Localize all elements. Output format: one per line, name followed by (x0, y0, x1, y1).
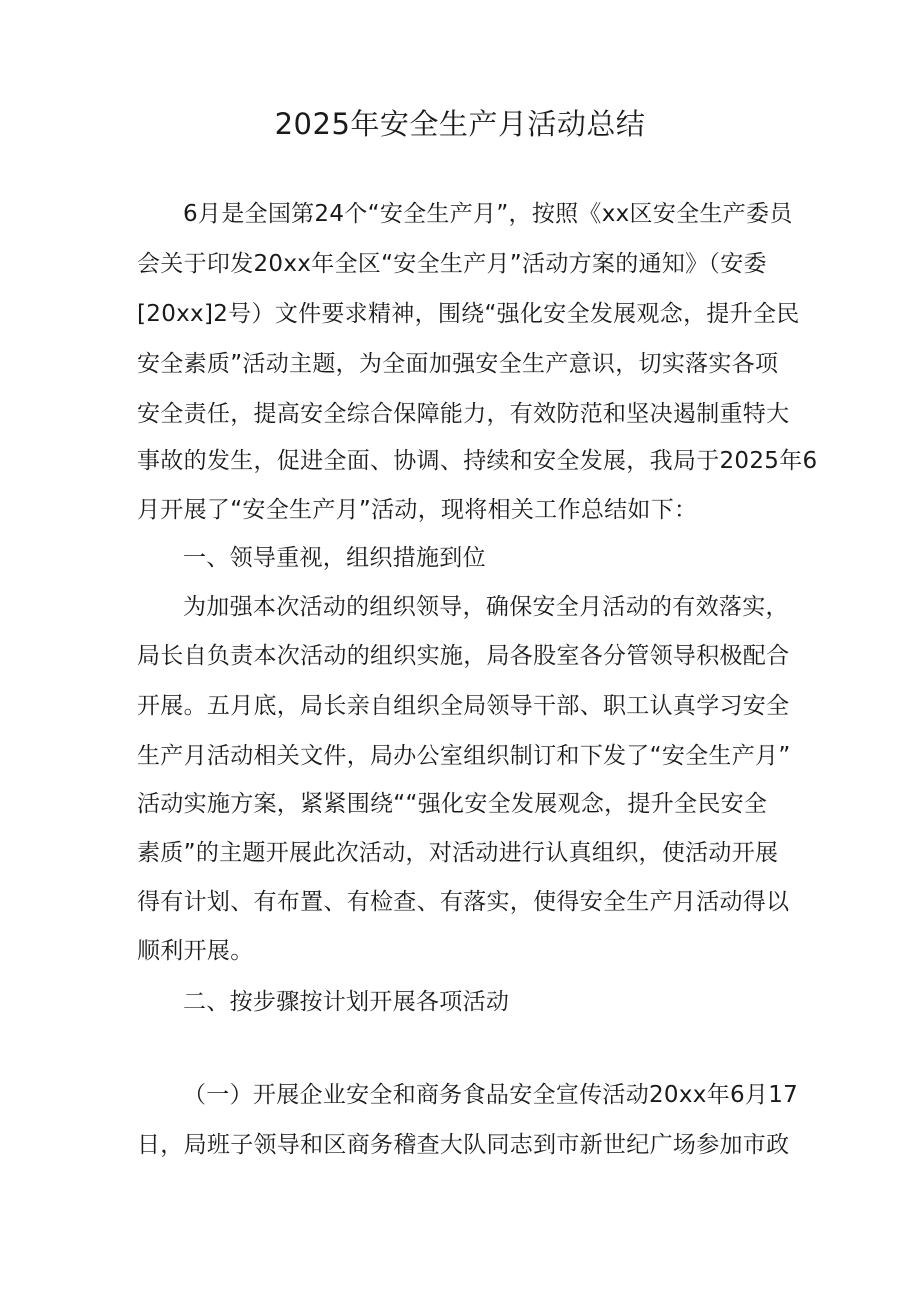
section-heading-2: 二、按步骤按计划开展各项活动 (183, 989, 510, 1015)
paragraph-line: 事故的发生，促进全面、协调、持续和安全发展，我局于2025年6 (137, 448, 818, 474)
paragraph-line: 安全素质”活动主题，为全面加强安全生产意识，切实落实各项 (137, 351, 779, 377)
paragraph-line: 顺利开展。 (137, 938, 254, 964)
paragraph-line: 得有计划、有布置、有检查、有落实，使得安全生产月活动得以 (137, 889, 790, 915)
paragraph-line: 为加强本次活动的组织领导，确保安全月活动的有效落实， (183, 594, 789, 620)
paragraph-line: 活动实施方案，紧紧围绕““强化安全发展观念，提升全民安全 (137, 791, 768, 817)
paragraph-line: 月开展了“安全生产月”活动，现将相关工作总结如下： (137, 497, 698, 523)
paragraph-line: 日，局班子领导和区商务稽查大队同志到市新世纪广场参加市政 (137, 1132, 790, 1158)
document-title: 2025年安全生产月活动总结 (274, 107, 646, 141)
paragraph-line: 安全责任，提高安全综合保障能力，有效防范和坚决遏制重特大 (137, 401, 790, 427)
paragraph-line: 素质”的主题开展此次活动，对活动进行认真组织，使活动开展 (137, 840, 779, 866)
paragraph-line: 开展。五月底，局长亲自组织全局领导干部、职工认真学习安全 (137, 693, 790, 719)
paragraph-line: [20xx]2号）文件要求精神，围绕“强化安全发展观念，提升全民 (137, 301, 800, 327)
subsection-line: （一）开展企业安全和商务食品安全宣传活动20xx年6月17 (183, 1082, 799, 1108)
paragraph-line: 会关于印发20xx年全区“安全生产月”活动方案的通知》（安委 (137, 251, 767, 277)
paragraph-line: 局长自负责本次活动的组织实施，局各股室各分管领导积极配合 (137, 643, 790, 669)
section-heading-1: 一、领导重视，组织措施到位 (183, 545, 486, 571)
paragraph-line: 生产月活动相关文件，局办公室组织制订和下发了“安全生产月” (137, 743, 791, 769)
paragraph-line: 6月是全国第24个“安全生产月”，按照《xx区安全生产委员 (183, 201, 793, 227)
